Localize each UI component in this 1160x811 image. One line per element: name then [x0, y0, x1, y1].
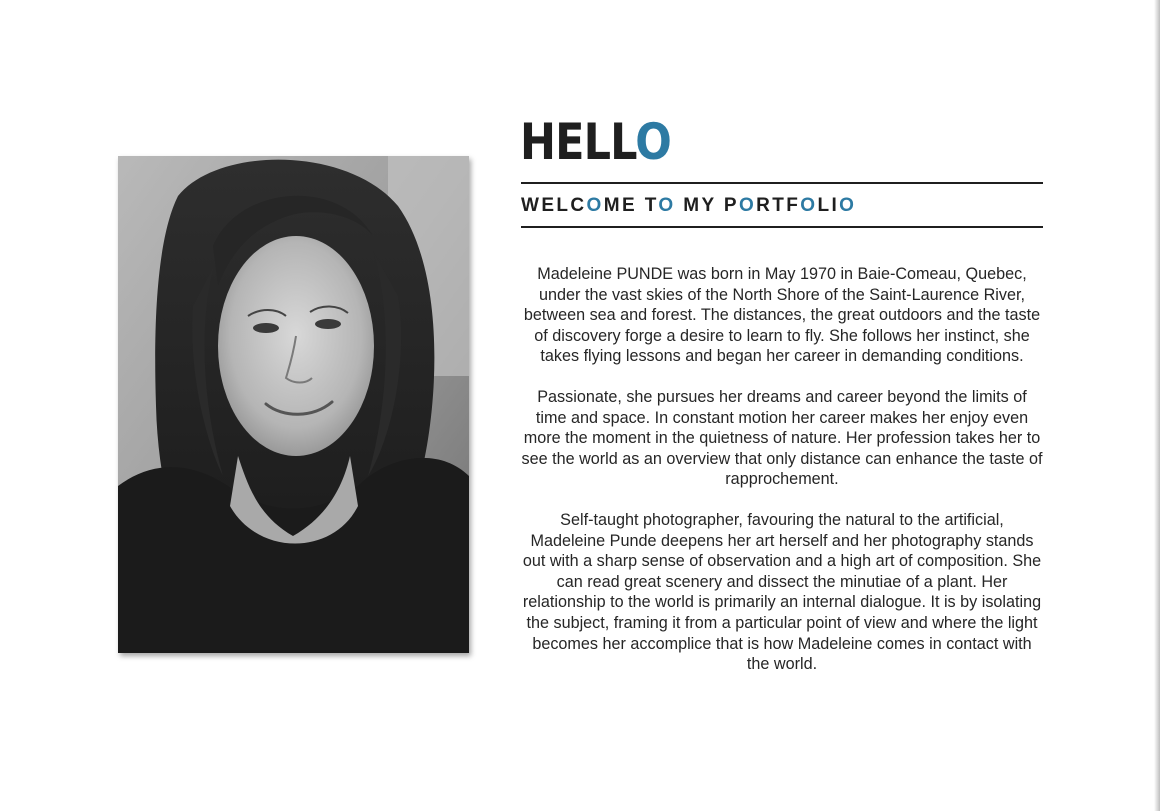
subtitle-part: MY P	[675, 195, 739, 216]
subtitle-accent-letter: O	[586, 195, 604, 216]
page-title	[520, 112, 671, 172]
subtitle-part: LI	[817, 195, 840, 216]
page-edge-shadow	[1154, 0, 1160, 811]
divider-bottom	[521, 226, 1043, 228]
portfolio-subtitle	[521, 194, 856, 218]
bio-paragraph-1: Madeleine PUNDE was born in May 1970 in Baie-Comeau, Quebec, under the vast skies of the North Shore of the Saint-Laurence River, between sea and forest. The distances, the great outdoors and the taste of discovery forge a desire to learn to fly. She follows her instinct, she takes flying lessons and began her career in demanding conditions.	[523, 265, 1041, 366]
title-accent-letter: O	[635, 113, 671, 171]
biography	[521, 264, 1043, 695]
subtitle-accent-letter: O	[839, 195, 857, 216]
subtitle-part: ME T	[603, 195, 659, 216]
bio-paragraph-2: Passionate, she pursues her dreams and career beyond the limits of time and space. In constant motion her career makes her enjoy even more the moment in the quietness of nature. Her profession takes her to see the world as an overview that only distance can enhance the taste of rapprochement.	[521, 387, 1043, 489]
subtitle-part: RTF	[756, 195, 801, 216]
subtitle-accent-letter: O	[800, 195, 818, 216]
subtitle-accent-letter: O	[738, 195, 757, 216]
subtitle-part: WELC	[521, 195, 587, 216]
divider-top	[521, 182, 1043, 184]
subtitle-accent-letter: O	[658, 195, 676, 216]
bio-paragraph-3: Self-taught photographer, favouring the natural to the artificial, Madeleine Punde deepens her art herself and her photography stands out with a sharp sense of observation and a high art of composition. She can read great scenery and dissect the minutiae of a plant. Her relationship to the world is primarily an internal dialogue. It is by isolating the subject, framing it from a particular point of view and where the light becomes her accomplice that is how Madeleine comes in contact with the world.	[522, 510, 1042, 674]
title-main: HELL	[520, 113, 636, 171]
portrait-photo	[118, 156, 469, 653]
